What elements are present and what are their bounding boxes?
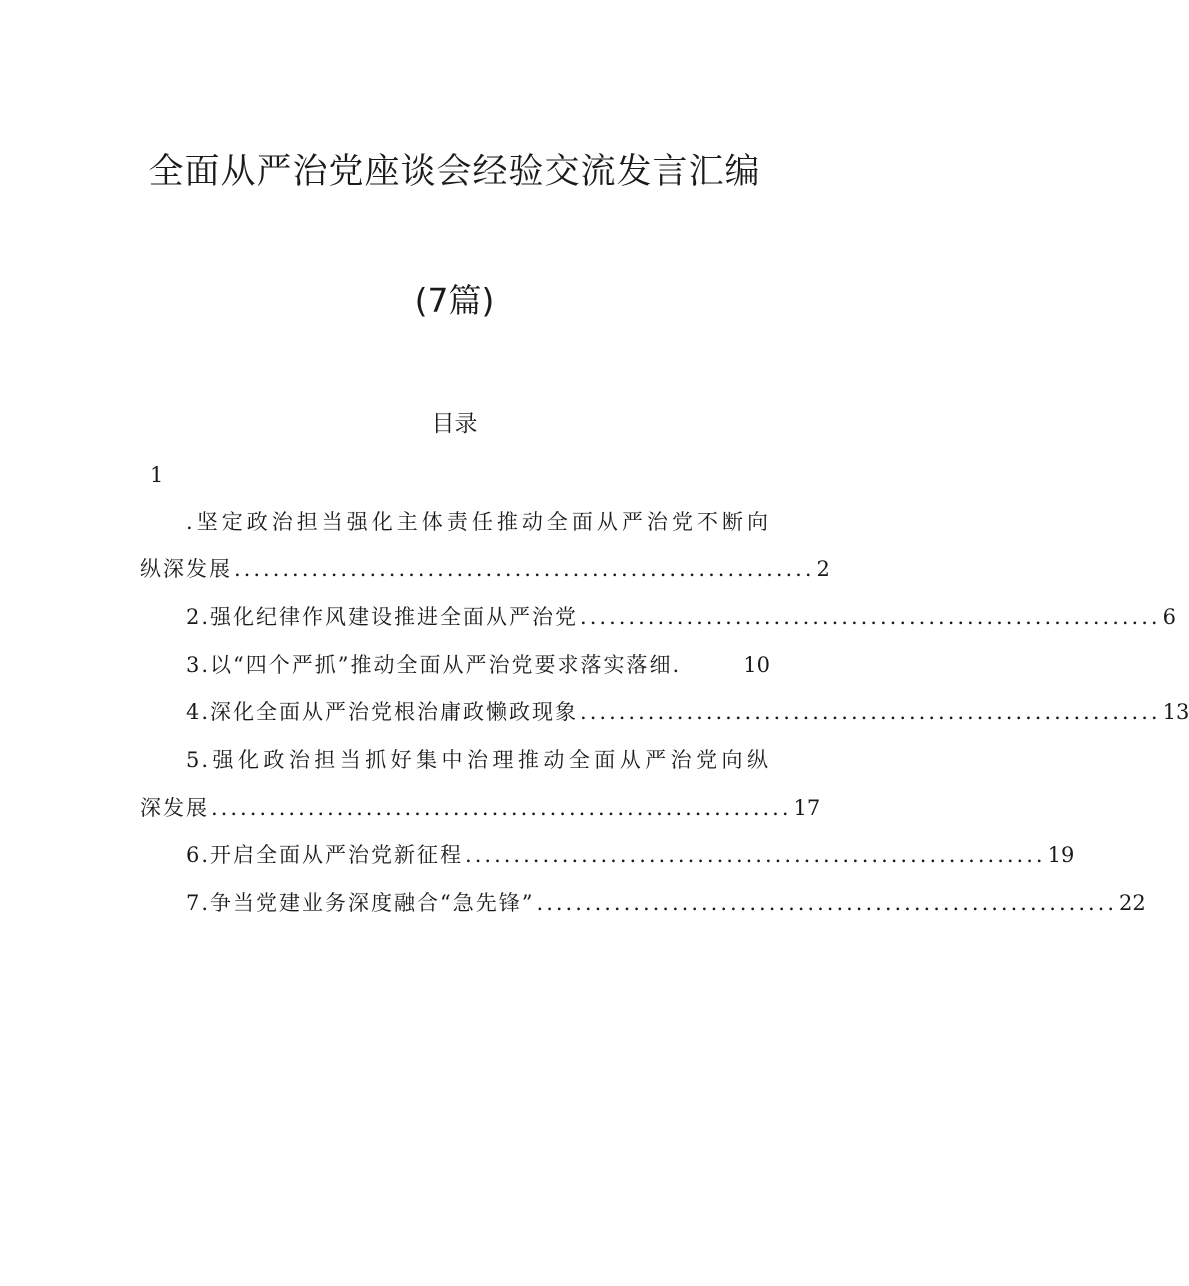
toc-page-number: 19 xyxy=(1047,843,1075,867)
document-title: 全面从严治党座谈会经验交流发言汇编 xyxy=(148,152,761,192)
toc-entry-4[interactable] xyxy=(186,695,1189,729)
toc-leader-dots: ............................................................ xyxy=(580,605,1161,629)
toc-entry-5-line-1[interactable] xyxy=(186,743,770,777)
toc-entry-text: 4.深化全面从严治党根治庸政懒政现象 xyxy=(186,700,579,724)
toc-page-number: 22 xyxy=(1119,891,1146,915)
toc-page-number: 2 xyxy=(816,557,830,581)
toc-entry-text: 6.开启全面从严治党新征程 xyxy=(186,843,464,867)
toc-leader-dots: ............................................................ xyxy=(465,843,1046,867)
toc-entry-2[interactable] xyxy=(186,600,1176,634)
toc-entry-text: 5.强化政治担当抓好集中治理推动全面从严治党向纵 xyxy=(186,748,770,772)
section-number: 1 xyxy=(150,463,164,487)
toc-entry-text: 3.以“四个严抓”推动全面从严治党要求落实落细. xyxy=(186,653,682,677)
toc-entry-text: 纵深发展 xyxy=(140,557,232,581)
toc-page-number: 10 xyxy=(743,653,770,677)
toc-heading: 目录 xyxy=(431,411,478,437)
toc-entry-6[interactable] xyxy=(186,838,1075,872)
toc-entry-1-line-2[interactable] xyxy=(140,552,830,586)
toc-leader-dots: ............................................................ xyxy=(211,796,792,820)
toc-entry-text: 深发展 xyxy=(140,796,209,820)
toc-page-number: 13 xyxy=(1162,700,1189,724)
toc-entry-text: .坚定政治担当强化主体责任推动全面从严治党不断向 xyxy=(186,510,770,534)
toc-entry-3[interactable] xyxy=(186,648,770,682)
toc-leader-dots: ............................................................ xyxy=(536,891,1118,915)
toc-leader-dots: ............................................................ xyxy=(580,700,1161,724)
toc-entry-text: 2.强化纪律作风建设推进全面从严治党 xyxy=(186,605,579,629)
toc-entry-1-line-1[interactable] xyxy=(186,505,770,539)
toc-page-number: 17 xyxy=(793,796,821,820)
toc-entry-5-line-2[interactable] xyxy=(140,791,821,825)
document-subtitle: (7篇) xyxy=(414,281,495,320)
toc-page-number: 6 xyxy=(1162,605,1176,629)
toc-entry-7[interactable] xyxy=(186,886,1146,920)
toc-entry-text: 7.争当党建业务深度融合“急先锋” xyxy=(186,891,535,915)
toc-leader-dots: ............................................................ xyxy=(234,557,815,581)
